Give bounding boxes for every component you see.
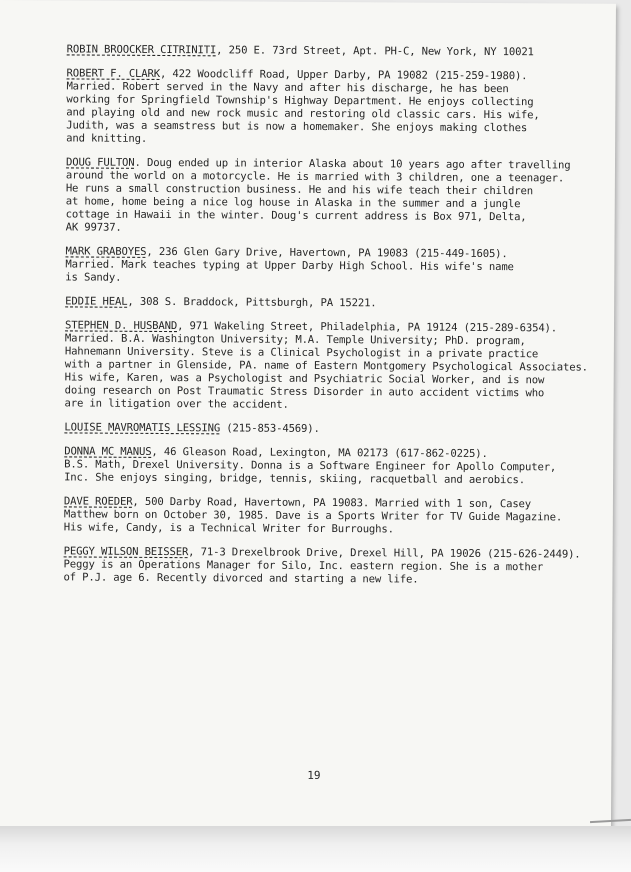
- entry-address: , 250 E. 73rd Street, Apt. PH-C, New York, NY 10021: [216, 44, 534, 59]
- directory-entry: [64, 445, 604, 487]
- directory-entry: [66, 67, 606, 148]
- entry-text-line: He runs a small construction business. He and his wife teach their children: [65, 182, 533, 198]
- entry-text-line: Hahnemann University. Steve is a Clinical Psychologist in a private practice: [64, 345, 539, 361]
- entry-text-line: Married. Robert served in the Navy and after his discharge, he has been: [66, 80, 509, 96]
- entry-address: , 422 Woodcliff Road, Upper Darby, PA 19082 (215-259-1980).: [159, 67, 528, 83]
- entry-text-line: doing research on Post Traumatic Stress Disorder in auto accident victims who: [64, 384, 545, 400]
- entry-first-line: [64, 421, 604, 437]
- entry-address: , 308 S. Braddock, Pittsburgh, PA 15221.: [127, 295, 377, 310]
- entry-name: PEGGY WILSON BEISSER: [63, 545, 189, 559]
- directory-entry: [64, 421, 604, 437]
- entry-address: , 500 Darby Road, Havertown, PA 19083. Married with 1 son, Casey: [132, 495, 532, 511]
- page-number: 19: [307, 768, 321, 782]
- entry-text-line: cottage in Hawaii in the winter. Doug's current address is Box 971, Delta,: [65, 208, 527, 224]
- entry-address: , 971 Wakeling Street, Philadelphia, PA 19124 (215-289-6354).: [177, 320, 558, 335]
- entry-first-line: [67, 43, 607, 59]
- entry-text-line: Peggy is an Operations Manager for Silo, Inc. eastern region. She is a mother: [63, 558, 544, 574]
- entry-name: STEPHEN D. HUSBAND: [64, 319, 178, 333]
- entry-text-line: Married. B.A. Washington University; M.A. Temple University; PhD. program,: [64, 332, 526, 348]
- entry-text-line: are in litigation over the accident.: [64, 397, 289, 411]
- entry-text-line: His wife, Karen, was a Psychologist and Psychiatric Social Worker, and is now: [64, 371, 545, 387]
- entry-name: EDDIE HEAL: [65, 295, 128, 308]
- entry-text-line: His wife, Candy, is a Technical Writer for Burroughs.: [63, 521, 394, 536]
- entry-name: ROBERT F. CLARK: [66, 67, 161, 80]
- directory-entry: [64, 495, 604, 537]
- entry-text-line: and knitting.: [66, 132, 148, 145]
- entry-text-line: working for Springfield Township's Highway Department. He enjoys collecting: [66, 93, 534, 109]
- entry-text-line: with a partner in Glenside, PA. name of Eastern Montgomery Psychological Associates.: [64, 358, 588, 374]
- entry-text-line: Married. Mark teaches typing at Upper Darby High School. His wife's name: [65, 258, 514, 274]
- entry-name: DONNA MC MANUS: [64, 445, 152, 458]
- entry-text-line: of P.J. age 6. Recently divorced and starting a new life.: [63, 571, 419, 586]
- entry-first-line: [65, 295, 605, 311]
- entry-address: . Doug ended up in interior Alaska about 10 years ago after travelling: [134, 156, 571, 172]
- directory-entry: [65, 295, 605, 311]
- underlying-page: [0, 826, 631, 872]
- entry-name: MARK GRABOYES: [65, 245, 147, 258]
- entry-text-line: is Sandy.: [65, 271, 122, 284]
- entry-address: , 236 Glen Gary Drive, Havertown, PA 19083 (215-449-1605).: [146, 245, 508, 261]
- directory-entry: [67, 43, 607, 59]
- entry-text-line: Matthew born on October 30, 1985. Dave is a Sports Writer for TV Guide Magazine.: [63, 508, 563, 524]
- directory-entry: [65, 245, 605, 287]
- entry-name: DAVE ROEDER: [63, 495, 133, 508]
- directory-entry: [63, 545, 603, 587]
- entry-text-line: at home, home being a nice log house in Alaska in the summer and a jungle: [65, 195, 521, 211]
- entry-name: LOUISE MAVROMATIS LESSING: [64, 421, 221, 435]
- entry-text-line: Judith, was a seamstress but is now a homemaker. She enjoys making clothes: [66, 119, 528, 135]
- entry-address: (215-853-4569).: [220, 422, 320, 435]
- entry-address: , 71-3 Drexelbrook Drive, Drexel Hill, PA 19026 (215-626-2449).: [188, 546, 581, 561]
- entry-text-line: AK 99737.: [65, 221, 122, 234]
- entry-address: , 46 Gleason Road, Lexington, MA 02173 (617-862-0225).: [151, 445, 488, 460]
- directory-entry: [66, 156, 606, 237]
- entry-text-line: around the world on a motorcycle. He is married with 3 children, one a teenager.: [65, 169, 565, 185]
- entry-name: DOUG FULTON: [65, 156, 135, 169]
- entry-text-line: and playing old and new rock music and restoring old classic cars. His wife,: [66, 106, 540, 122]
- entry-name: ROBIN BROOCKER CITRINITI: [66, 43, 217, 57]
- entry-text-line: Inc. She enjoys singing, bridge, tennis, skiing, racquetball and aerobics.: [64, 471, 525, 487]
- directory-entries: [63, 38, 606, 598]
- entry-text-line: B.S. Math, Drexel University. Donna is a Software Engineer for Apollo Computer,: [64, 458, 557, 474]
- directory-entry: [64, 319, 605, 413]
